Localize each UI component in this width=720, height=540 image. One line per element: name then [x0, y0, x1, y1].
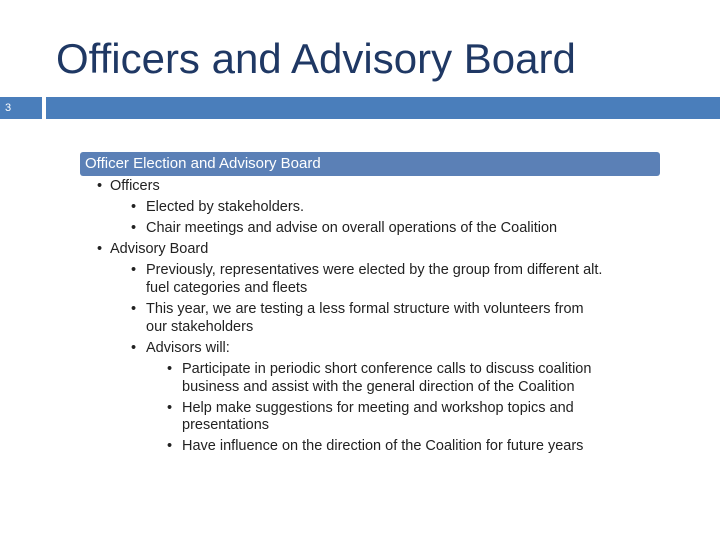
- slide-title: Officers and Advisory Board: [56, 35, 576, 82]
- bullet-dot: •: [97, 241, 103, 257]
- bullet-dot: •: [97, 178, 103, 194]
- bullet-dot: •: [131, 199, 137, 215]
- bullet-officers: Officers: [110, 178, 160, 194]
- bullet-advisors-will: Advisors will:: [146, 340, 230, 356]
- bullet-advisory-board: Advisory Board: [110, 241, 209, 257]
- bullet-dot: •: [167, 400, 173, 416]
- bullet-this-year-line1: This year, we are testing a less formal structure with volunteers from: [146, 301, 584, 317]
- bullet-influence: Have influence on the direction of the Coalition for future years: [182, 438, 584, 454]
- section-header-bar: [80, 152, 660, 176]
- bullet-dot: •: [131, 340, 137, 356]
- slide-number-badge: [0, 97, 42, 119]
- bullet-this-year-line2: our stakeholders: [146, 319, 254, 335]
- bullet-suggestions-line1: Help make suggestions for meeting and workshop topics and: [182, 400, 574, 416]
- section-heading: Officer Election and Advisory Board: [85, 155, 321, 172]
- bullet-dot: •: [131, 262, 137, 278]
- bullet-previously-line1: Previously, representatives were elected by the group from different alt.: [146, 262, 603, 278]
- bullet-dot: •: [131, 301, 137, 317]
- bullet-elected: Elected by stakeholders.: [146, 199, 304, 215]
- bullet-participate-line2: business and assist with the general direction of the Coalition: [182, 379, 575, 395]
- bullet-chair-meetings: Chair meetings and advise on overall operations of the Coalition: [146, 220, 558, 236]
- bullet-participate-line1: Participate in periodic short conference calls to discuss coalition: [182, 361, 592, 377]
- bullet-dot: •: [167, 361, 173, 377]
- bullet-dot: •: [131, 220, 137, 236]
- bullet-previously-line2: fuel categories and fleets: [146, 280, 308, 296]
- slide-number: 3: [5, 102, 12, 114]
- title-rule-bar: [46, 97, 720, 119]
- bullet-suggestions-line2: presentations: [182, 417, 270, 433]
- bullet-dot: •: [167, 438, 173, 454]
